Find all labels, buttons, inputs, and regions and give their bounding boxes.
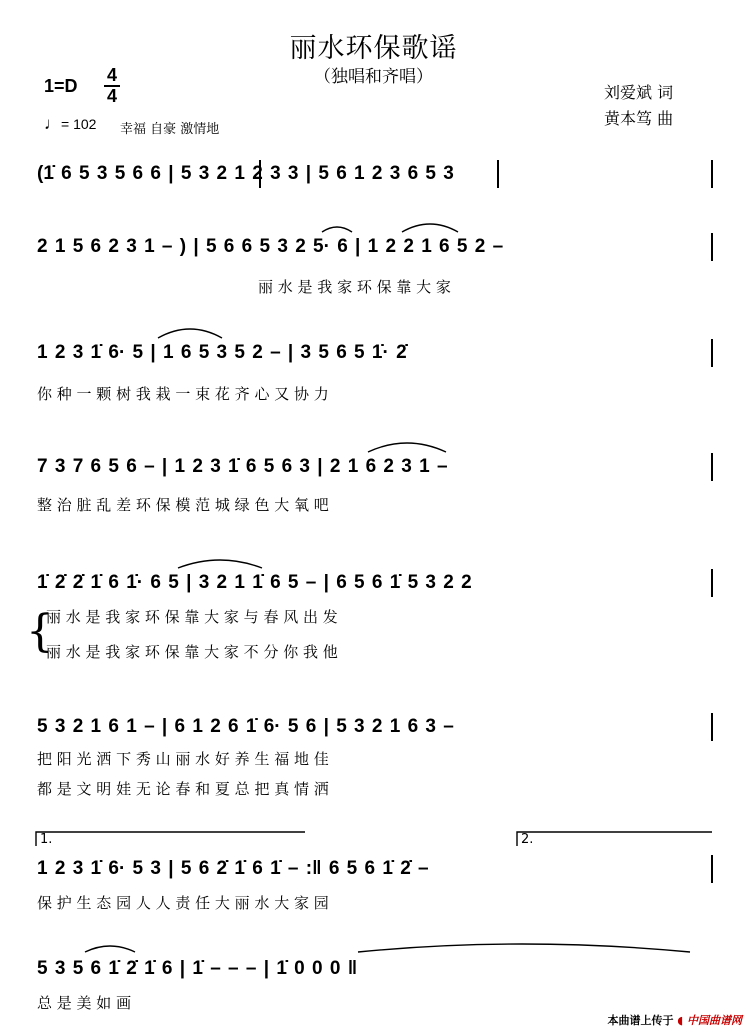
time-signature-top: 4 <box>106 65 117 85</box>
system-8-lyrics: 总 是 美 如 画 <box>37 994 132 1012</box>
system-4-lyrics: 整 治 脏 乱 差 环 保 模 范 城 绿 色 大 氧 吧 <box>37 496 329 514</box>
slur-s5-a <box>178 560 262 568</box>
system-7-notes: 1 2 3 1̇ 6· 5 3 | 5 6 2̇ 1̇ 6 1̇ – :‖ 6 5 6 1̇ 2̇ – <box>37 858 429 879</box>
system-6-notes: 5 3 2 1 6 1 – | 6 1 2 6 1̇ 6· 5 6 | 5 3 2 1 6 3 – <box>37 716 454 737</box>
footer-credit <box>608 1012 742 1028</box>
system-1-notes: (1̇ 6 5 3 5 6 6 | 5 3 2 1 2 3 3 | 5 6 1 2 3 6 5 3 <box>37 163 454 184</box>
system-8-notes: 5 3 5 6 1̇ 2̇ 1̇ 6 | 1̇ – – – | 1̇ 0 0 0 ‖ <box>37 958 358 979</box>
quarter-note-icon: ♩ <box>44 114 61 133</box>
volta-1-bracket <box>36 832 305 846</box>
footer-upload-text: 本曲谱上传于 <box>607 1014 674 1027</box>
score-title: 丽水环保歌谣 <box>289 33 458 64</box>
key-signature: 1=D <box>44 76 78 96</box>
tempo-value: = 102 <box>61 116 97 132</box>
verse-brace: { <box>26 606 54 657</box>
slur-s8-b <box>358 944 690 952</box>
composer-credit: 黄本笃 曲 <box>604 109 674 128</box>
system-3-notes: 1 2 3 1̇ 6· 5 | 1 6 5 3 5 2 – | 3 5 6 5 1̇· 2̇ <box>37 342 407 363</box>
slur-s2-b <box>402 224 458 232</box>
slur-s4-a <box>368 443 446 452</box>
volta-1-label: 1. <box>40 832 53 847</box>
slur-s3-a <box>158 329 222 338</box>
system-2-lyrics: 丽 水 是 我 家 环 保 靠 大 家 <box>258 278 451 296</box>
lyricist-credit: 刘爱斌 词 <box>604 83 674 102</box>
system-6-lyrics-verse-1: 把 阳 光 洒 下 秀 山 丽 水 好 养 生 福 地 佳 <box>37 750 329 768</box>
expression-mark: 幸福 自豪 激情地 <box>120 122 220 137</box>
system-3-lyrics: 你 种 一 颗 树 我 栽 一 束 花 齐 心 又 协 力 <box>37 385 329 403</box>
time-signature-bottom: 4 <box>106 86 117 106</box>
site-logo-icon: ◖ <box>677 1014 684 1027</box>
system-5-lyrics-verse-2: 丽 水 是 我 家 环 保 靠 大 家 不 分 你 我 他 <box>46 643 338 661</box>
system-7-lyrics: 保 护 生 态 园 人 人 责 任 大 丽 水 大 家 园 <box>37 894 329 912</box>
system-2-notes: 2 1 5 6 2 3 1 – ) | 5 6 6 5 3 2 5· 6 | 1 2 2 1 6 5 2 – <box>37 236 504 257</box>
system-4-notes: 7 3 7 6 5 6 – | 1 2 3 1̇ 6 5 6 3 | 2 1 6 2 3 1 – <box>37 456 448 477</box>
system-5-lyrics-verse-1: 丽 水 是 我 家 环 保 靠 大 家 与 春 风 出 发 <box>46 608 338 626</box>
slur-s8-a <box>85 946 135 952</box>
footer-site-name: 中国曲谱网 <box>687 1014 742 1027</box>
volta-2-label: 2. <box>521 832 534 847</box>
system-6-lyrics-verse-2: 都 是 文 明 娃 无 论 春 和 夏 总 把 真 情 洒 <box>37 780 329 798</box>
system-5-notes: 1̇ 2̇ 2̇ 1̇ 6 1̇· 6 5 | 3 2 1 1̇ 6 5 – | 6 5 6 1̇ 5 3 2 2 <box>37 572 472 593</box>
slur-s2-a <box>322 227 352 232</box>
volta-2-bracket <box>517 832 712 846</box>
score-subtitle: （独唱和齐唱） <box>314 67 433 87</box>
